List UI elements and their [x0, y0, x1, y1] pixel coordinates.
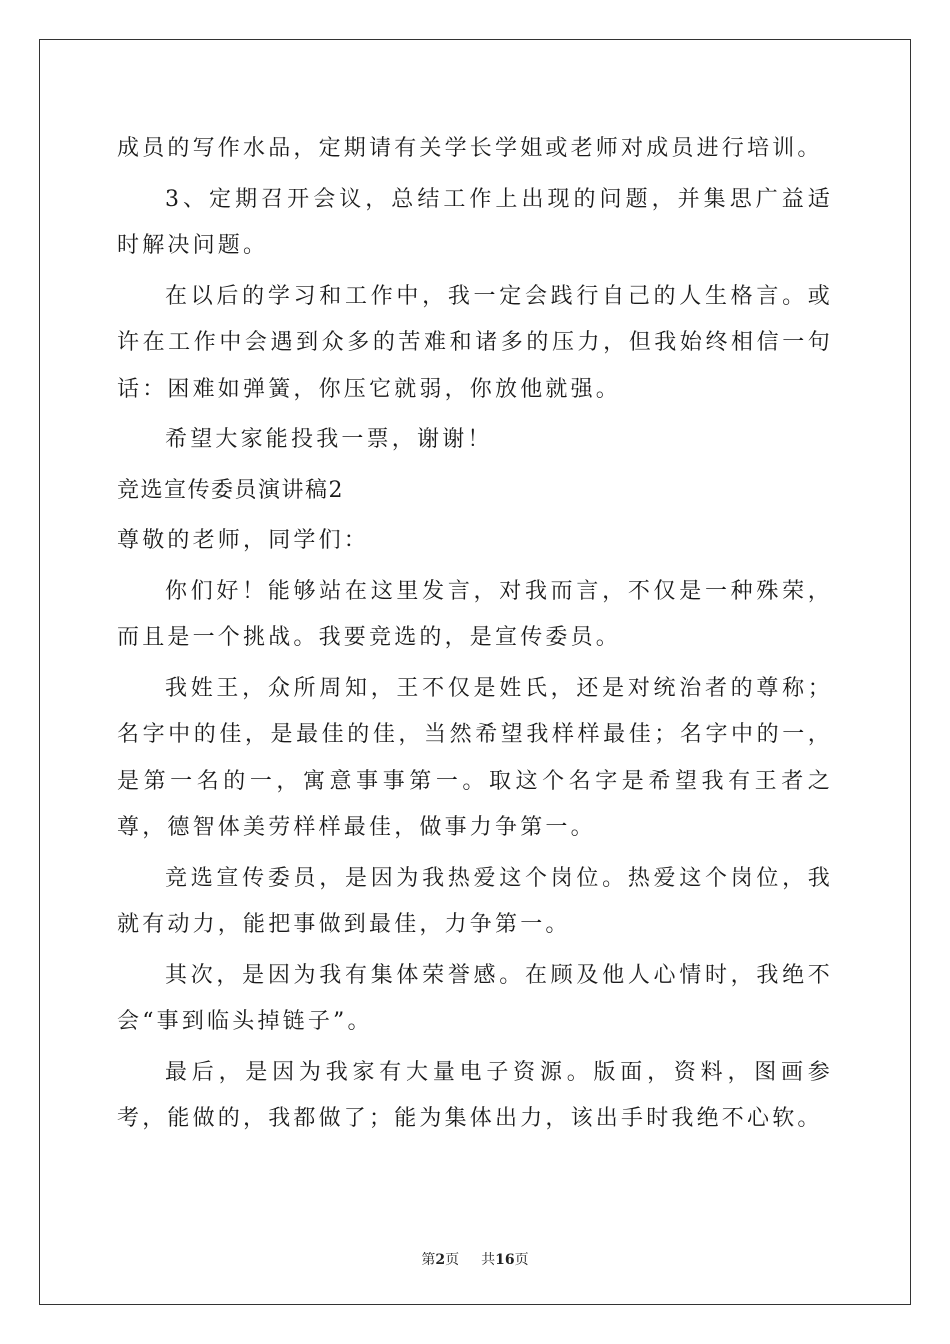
paragraph-closing: 希望大家能投我一票，谢谢！ — [165, 427, 493, 452]
footer-page-total: 16 — [495, 1252, 515, 1268]
salutation: 尊敬的老师，同学们： — [117, 528, 370, 553]
paragraph-reason-2: 其次，是因为我有集体荣誉感。在顾及他人心情时，我绝不会“事到临头掉链子”。 — [117, 962, 833, 1034]
footer-page-current: 2 — [435, 1252, 446, 1268]
paragraph-reason-1: 竞选宣传委员，是因为我热爱这个岗位。热爱这个岗位，我就有动力，能把事做到最佳，力争第一。 — [117, 865, 833, 937]
paragraph-reason-3: 最后，是因为我家有大量电子资源。版面，资料，图画参考，能做的，我都做了；能为集体出力，该出手时我绝不心软。 — [117, 1059, 833, 1131]
page-footer — [0, 1249, 950, 1269]
footer-total-suffix: 页 — [514, 1252, 529, 1268]
paragraph-motto: 在以后的学习和工作中，我一定会践行自己的人生格言。或许在工作中会遇到众多的苦难和诸多的压力，但我始终相信一句话：困难如弹簧，你压它就弱，你放他就强。 — [117, 283, 833, 402]
footer-page-suffix: 页 — [445, 1252, 460, 1268]
footer-page-prefix: 第 — [421, 1252, 436, 1268]
paragraph-continuation: 成员的写作水品，定期请有关学长学姐或老师对成员进行培训。 — [117, 136, 823, 161]
footer-total-prefix: 共 — [481, 1252, 496, 1268]
section-title: 竞选宣传委员演讲稿2 — [117, 477, 344, 503]
paragraph-name-meaning: 我姓王，众所周知，王不仅是姓氏，还是对统治者的尊称；名字中的佳，是最佳的佳，当然希望我样样最佳；名字中的一，是第一名的一，寓意事事第一。取这个名字是希望我有王者之尊，德智体美劳样样最佳，做事力争第一。 — [117, 675, 833, 840]
paragraph-item-3: 3、定期召开会议，总结工作上出现的问题，并集思广益适时解决问题。 — [117, 186, 833, 258]
paragraph-greeting: 你们好！能够站在这里发言，对我而言，不仅是一种殊荣，而且是一个挑战。我要竞选的，是宣传委员。 — [117, 578, 833, 650]
document-body — [117, 126, 833, 1147]
